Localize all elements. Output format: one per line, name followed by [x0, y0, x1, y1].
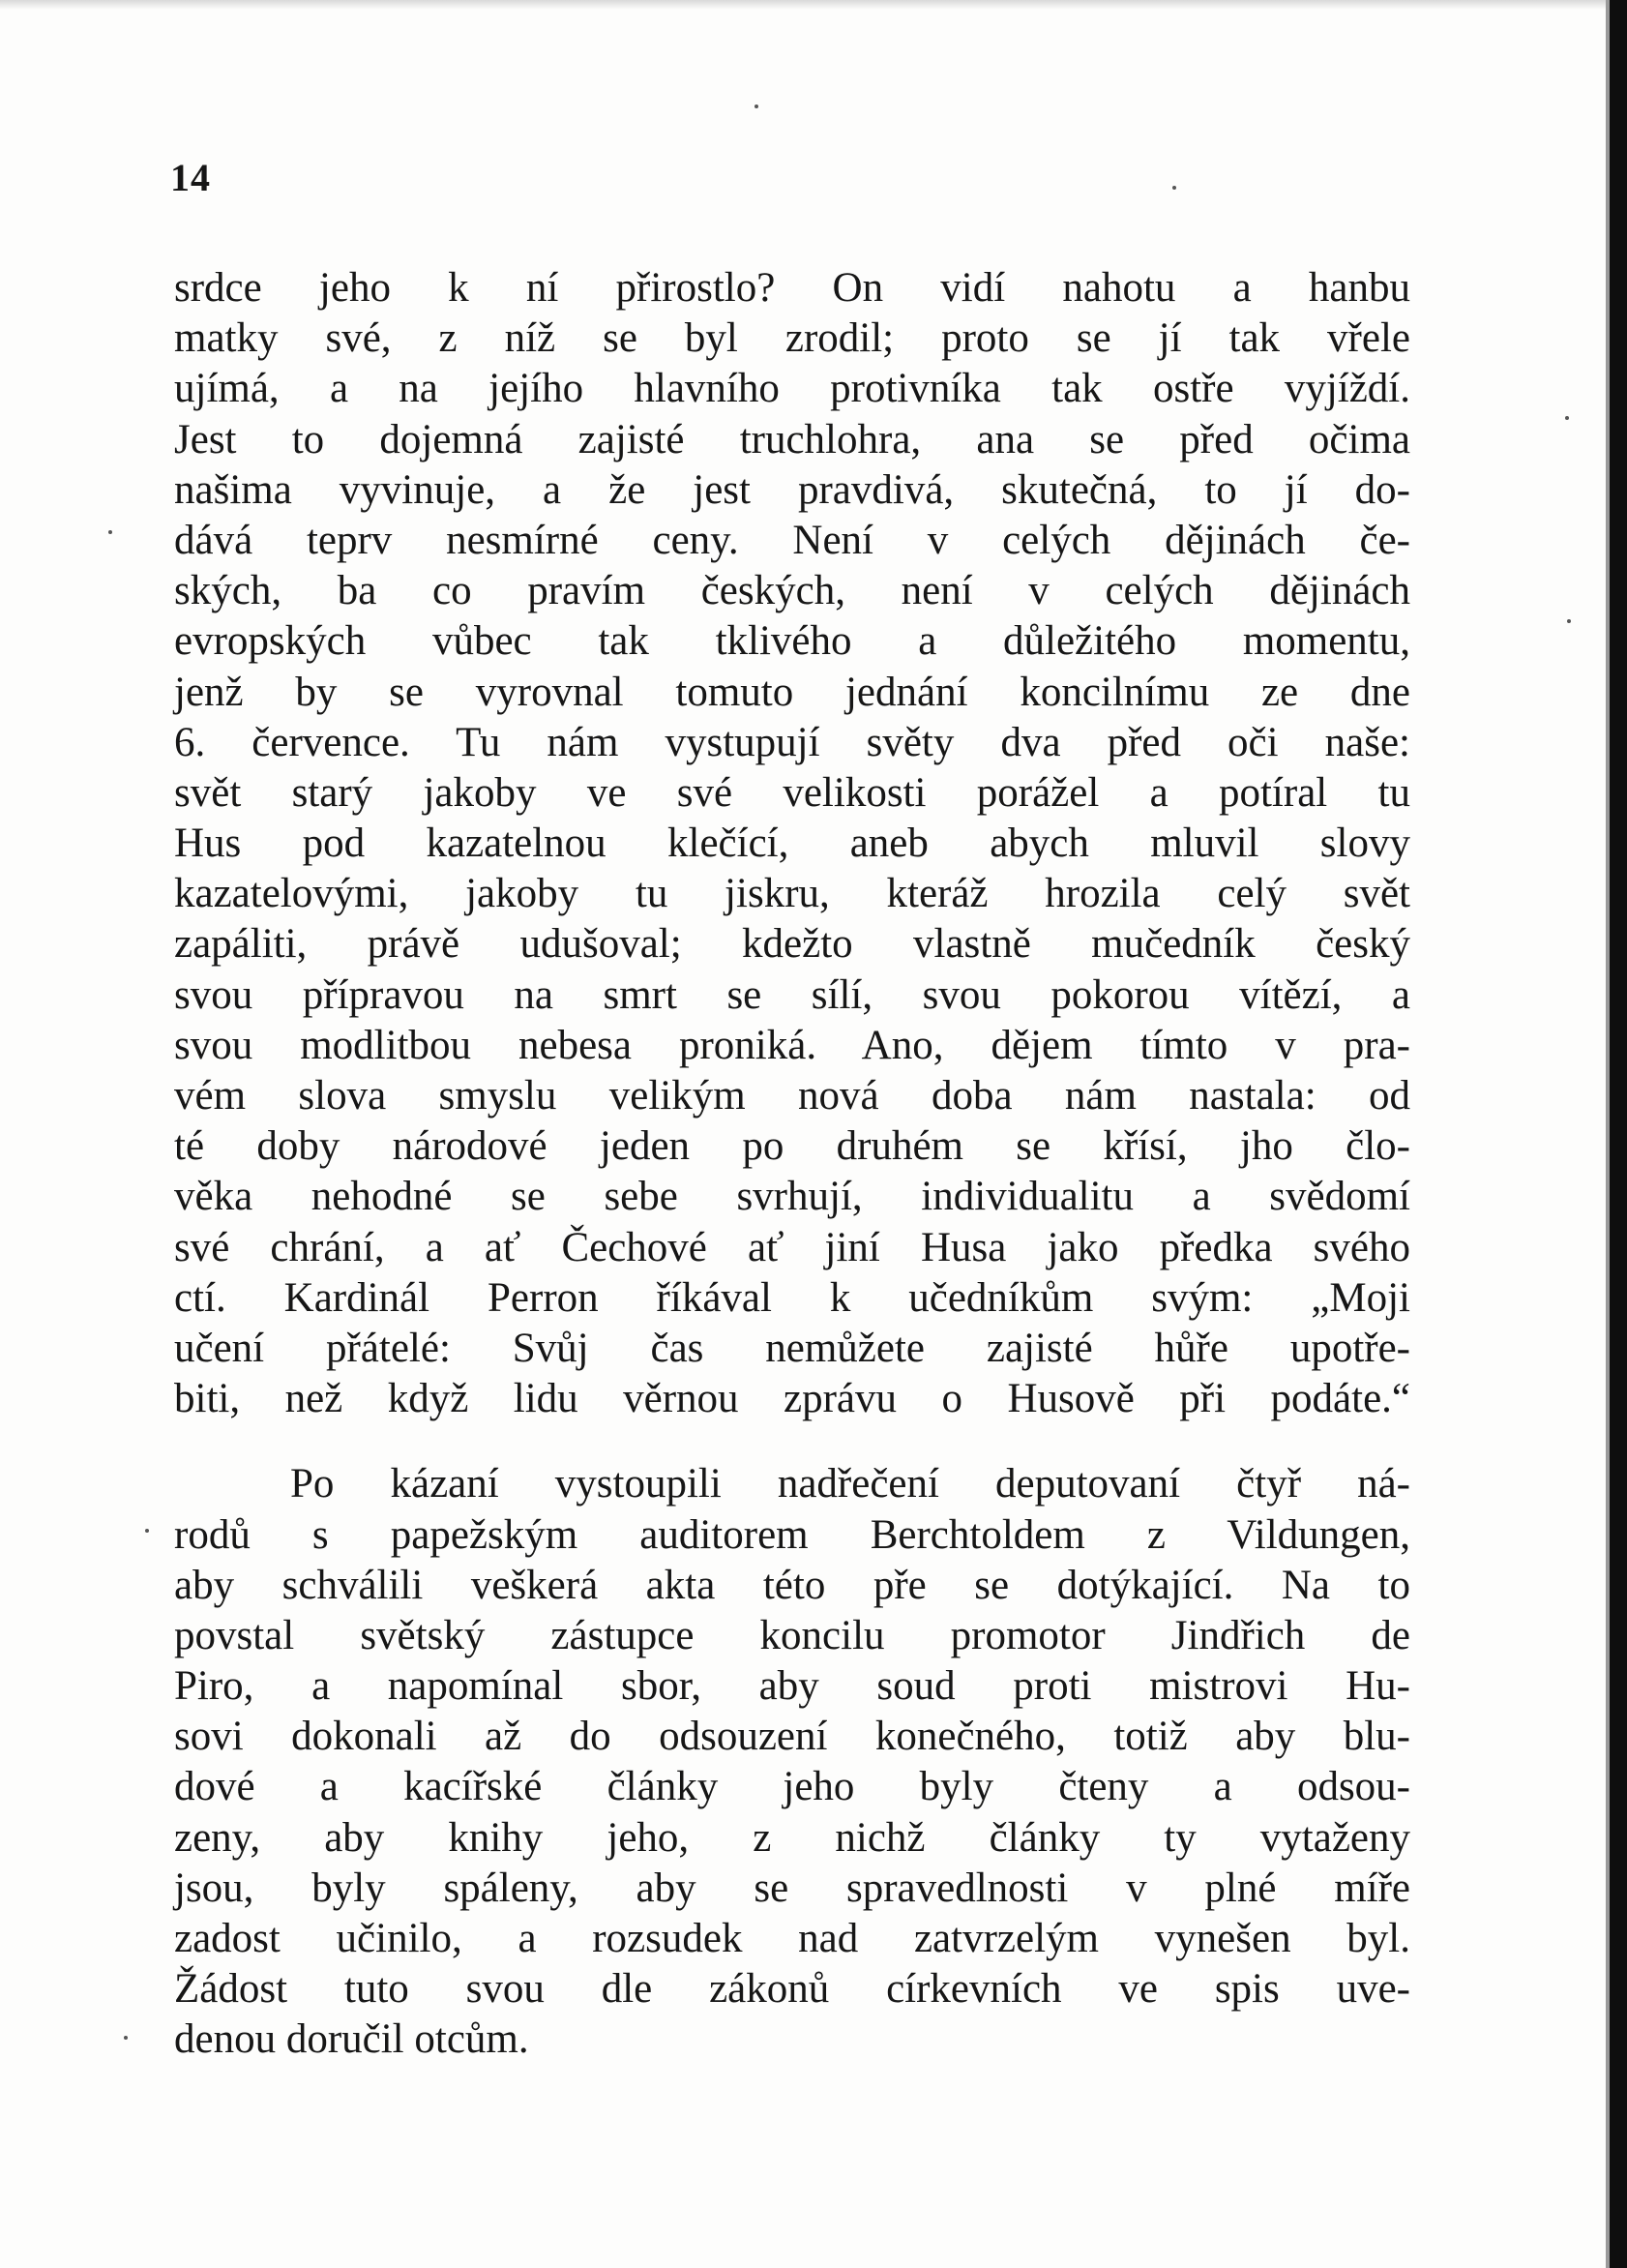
text-line: ujímá, a na jejího hlavního protivníka tak ostře vyjíždí.	[174, 366, 1410, 412]
text-line: denou doručil otcům.	[174, 2016, 529, 2063]
text-line: svou přípravou na smrt se sílí, svou pokorou vítězí, a	[174, 971, 1410, 1018]
text-line: učení přátelé: Svůj čas nemůžete zajisté hůře upotře-	[174, 1325, 1410, 1371]
text-line: své chrání, a ať Čechové ať jiní Husa jako předka svého	[174, 1224, 1410, 1270]
text-line: srdce jeho k ní přirostlo? On vidí nahotu a hanbu	[174, 265, 1410, 311]
text-line: rodů s papežským auditorem Berchtoldem z Vildungen,	[174, 1511, 1410, 1558]
scan-speck	[1172, 186, 1176, 190]
text-line: dové a kacířské články jeho byly čteny a odsou-	[174, 1764, 1410, 1810]
text-line: té doby národové jeden po druhém se křísí, jho člo-	[174, 1123, 1410, 1170]
text-line: biti, než když lidu věrnou zprávu o Husově při podáte.“	[174, 1376, 1410, 1422]
text-line: zadost učinilo, a rozsudek nad zatvrzelým vynešen byl.	[174, 1916, 1410, 1961]
text-line: Žádost tuto svou dle zákonů církevních ve spis uve-	[174, 1966, 1410, 2013]
text-line: dává teprv nesmírné ceny. Není v celých dějinách če-	[174, 517, 1410, 563]
text-line: zeny, aby knihy jeho, z nichž články ty vytaženy	[174, 1814, 1410, 1861]
paragraph-gap	[174, 1424, 1410, 1459]
text-line: povstal světský zástupce koncilu promotor Jindřich de	[174, 1612, 1410, 1658]
scan-speck	[145, 1529, 149, 1533]
text-line: vém slova smyslu velikým nová doba nám nastala: od	[174, 1073, 1410, 1119]
text-line: aby schválili veškerá akta této pře se dotýkající. Na to	[174, 1562, 1410, 1608]
paragraph	[174, 1459, 1410, 2065]
scan-speck	[108, 530, 112, 534]
text-line: ctí. Kardinál Perron říkával k učedníkům svým: „Moji	[174, 1274, 1410, 1321]
text-line: ských, ba co pravím českých, není v celých dějinách	[174, 568, 1410, 614]
text-line: svou modlitbou nebesa proniká. Ano, dějem tímto v pra-	[174, 1022, 1410, 1068]
scan-speck	[754, 104, 758, 108]
text-line: Hus pod kazatelnou klečící, aneb abych mluvil slovy	[174, 821, 1410, 867]
scan-speck	[1567, 619, 1571, 623]
text-line: 6. července. Tu nám vystupují světy dva před oči naše:	[174, 719, 1410, 765]
body-text	[174, 263, 1410, 2066]
text-line: matky své, z níž se byl zrodil; proto se jí tak vřele	[174, 315, 1410, 362]
text-line: svět starý jakoby ve své velikosti porážel a potíral tu	[174, 769, 1410, 816]
text-line: Jest to dojemná zajisté truchlohra, ana se před očima	[174, 416, 1410, 463]
text-line: Piro, a napomínal sbor, aby soud proti mistrovi Hu-	[174, 1663, 1410, 1710]
text-line: našima vyvinuje, a že jest pravdivá, skutečná, to jí do-	[174, 466, 1410, 513]
page-dark-border	[1610, 0, 1627, 2268]
page-number: 14	[170, 156, 211, 199]
text-line: jsou, byly spáleny, aby se spravedlnosti v plné míře	[174, 1865, 1410, 1911]
text-line: věka nehodné se sebe svrhují, individualitu a svědomí	[174, 1174, 1410, 1220]
text-line: evropských vůbec tak tklivého a důležitého momentu,	[174, 618, 1410, 665]
paragraph	[174, 263, 1410, 1424]
scan-speck	[1565, 416, 1569, 420]
text-line: jenž by se vyrovnal tomuto jednání koncilnímu ze dne	[174, 669, 1410, 715]
text-line: Po kázaní vystoupili nadřečení deputovaní čtyř ná-	[290, 1461, 1410, 1507]
scan-speck	[124, 2036, 128, 2040]
text-line: zapáliti, právě udušoval; kdežto vlastně mučedník český	[174, 921, 1410, 968]
text-line: sovi dokonali až do odsouzení konečného, totiž aby blu-	[174, 1714, 1410, 1760]
page-top-shadow	[0, 0, 1627, 10]
text-line: kazatelovými, jakoby tu jiskru, kteráž hrozila celý svět	[174, 871, 1410, 917]
